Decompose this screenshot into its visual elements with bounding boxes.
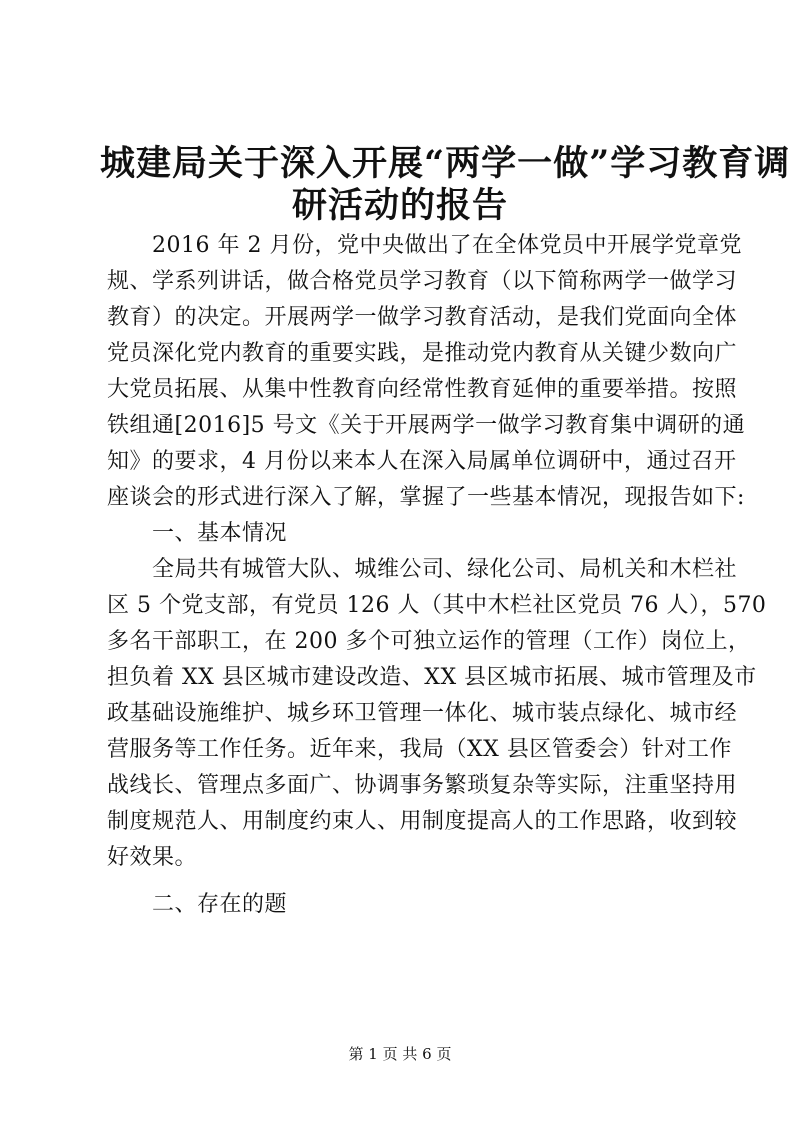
paragraph-line: 大党员拓展、从集中性教育向经常性教育延伸的重要举措。按照 [107, 377, 738, 402]
paragraph-line: 制度规范人、用制度约束人、用制度提高人的工作思路，收到较 [107, 809, 738, 834]
paragraph-line: 教育）的决定。开展两学一做学习教育活动，是我们党面向全体 [107, 305, 738, 330]
document-title-line-2: 研活动的报告 [291, 185, 508, 226]
section-heading-basic: 一、基本情况 [107, 521, 288, 546]
paragraph-line: 政基础设施维护、城乡环卫管理一体化、城市装点绿化、城市经 [107, 701, 738, 726]
section-heading-problems: 二、存在的题 [107, 892, 288, 917]
paragraph-line: 党员深化党内教育的重要实践，是推动党内教育从关键少数向广 [107, 341, 738, 366]
paragraph-line: 规、学系列讲话，做合格党员学习教育（以下简称两学一做学习 [107, 269, 738, 294]
paragraph-line: 战线长、管理点多面广、协调事务繁琐复杂等实际，注重坚持用 [107, 773, 738, 798]
document-title-line-1: 城建局关于深入开展“两学一做”学习教育调 [100, 143, 791, 184]
paragraph-line: 知》的要求，4 月份以来本人在深入局属单位调研中，通过召开 [107, 449, 737, 474]
page-footer: 第 1 页 共 6 页 [348, 1045, 452, 1063]
paragraph-line: 区 5 个党支部，有党员 126 人（其中木栏社区党员 76 人），570 [107, 593, 767, 618]
paragraph-line: 座谈会的形式进行深入了解，掌握了一些基本情况，现报告如下: [107, 485, 745, 510]
paragraph-line: 铁组通[2016]5 号文《关于开展两学一做学习教育集中调研的通 [107, 413, 746, 438]
paragraph-line: 多名干部职工，在 200 多个可独立运作的管理（工作）岗位上， [107, 629, 751, 654]
paragraph-line: 2016 年 2 月份，党中央做出了在全体党员中开展学党章党 [107, 233, 742, 258]
paragraph-line: 营服务等工作任务。近年来，我局（XX 县区管委会）针对工作 [107, 737, 732, 762]
paragraph-line: 好效果。 [107, 845, 198, 870]
paragraph-line: 担负着 XX 县区城市建设改造、XX 县区城市拓展、城市管理及市 [107, 665, 757, 690]
paragraph-line: 全局共有城管大队、城维公司、绿化公司、局机关和木栏社 [107, 557, 738, 582]
